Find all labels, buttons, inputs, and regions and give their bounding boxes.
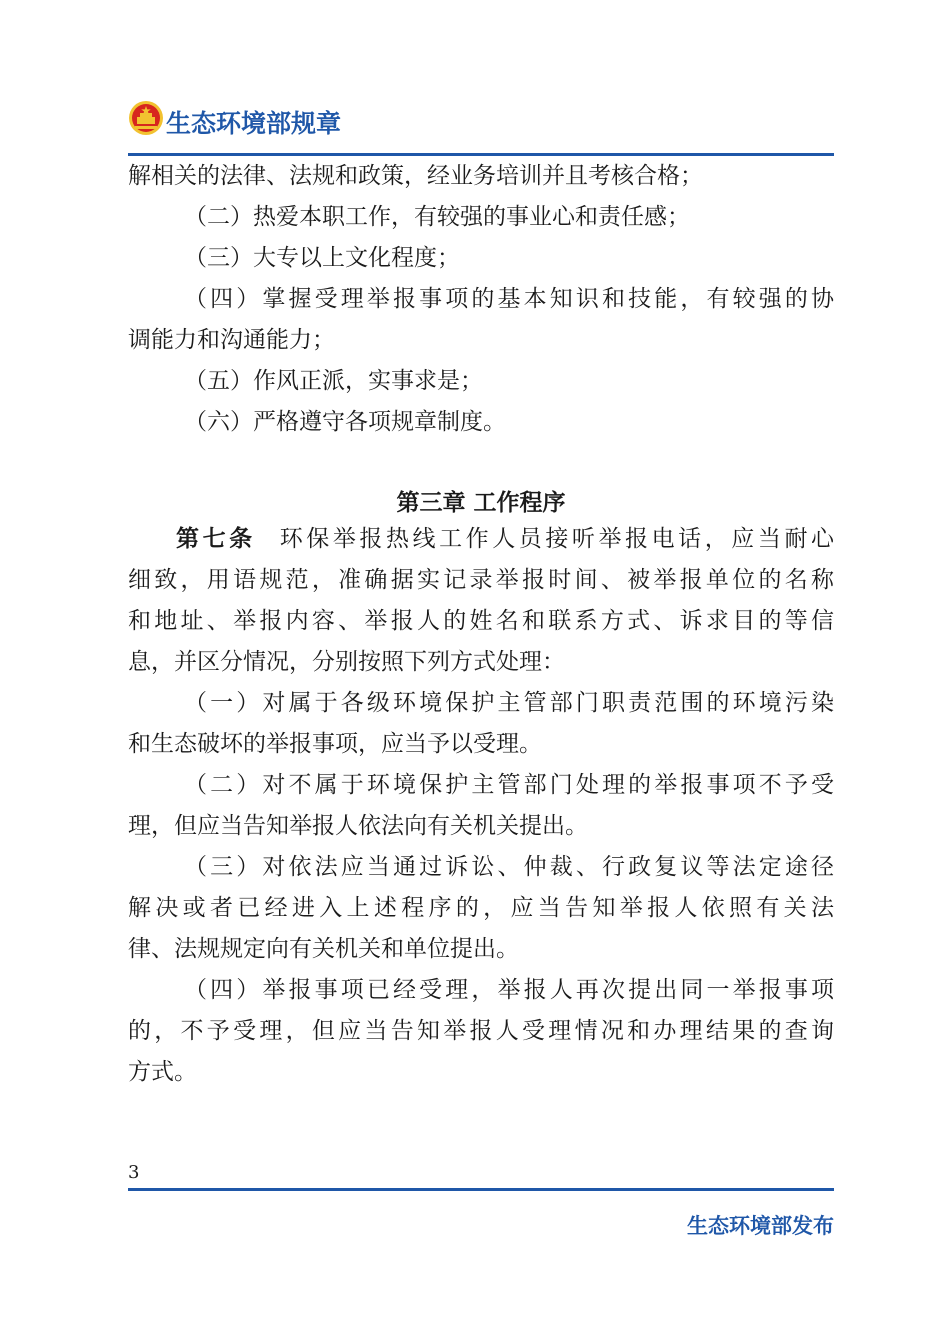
text-line: 解决或者已经进入上述程序的，应当告知举报人依照有关法 xyxy=(128,895,834,921)
text-line: 息，并区分情况，分别按照下列方式处理： xyxy=(128,649,565,675)
paragraph-block-top xyxy=(128,156,834,443)
text-line: 理，但应当告知举报人依法向有关机关提出。 xyxy=(128,813,588,839)
text-line: 调能力和沟通能力； xyxy=(128,327,335,353)
page-header xyxy=(128,96,834,146)
text-line: （四）掌握受理举报事项的基本知识和技能，有较强的协 xyxy=(184,286,834,312)
text-line: （二）热爱本职工作，有较强的事业心和责任感； xyxy=(184,204,690,230)
national-emblem-icon xyxy=(128,100,164,136)
text-line: 细致，用语规范，准确据实记录举报时间、被举报单位的名称 xyxy=(128,567,834,593)
text-line: 解相关的法律、法规和政策，经业务培训并且考核合格； xyxy=(128,163,703,189)
text-line: 律、法规规定向有关机关和单位提出。 xyxy=(128,936,519,962)
text-line: （一）对属于各级环境保护主管部门职责范围的环境污染 xyxy=(184,690,834,716)
chapter-title: 第三章 工作程序 xyxy=(396,490,566,516)
text-line: 和地址、举报内容、举报人的姓名和联系方式、诉求目的等信 xyxy=(128,608,834,634)
text-line: 和生态破坏的举报事项，应当予以受理。 xyxy=(128,731,542,757)
page-number: 3 xyxy=(128,1162,140,1183)
article-text: 环保举报热线工作人员接听举报电话，应当耐心 xyxy=(279,526,835,552)
document-body xyxy=(128,156,834,1093)
text-line: 方式。 xyxy=(128,1059,197,1085)
footer-divider xyxy=(128,1188,834,1191)
paragraph-block-bottom xyxy=(128,560,834,1093)
text-line: （三）大专以上文化程度； xyxy=(184,245,460,271)
header-title: 生态环境部规章 xyxy=(166,109,342,138)
text-line: 的，不予受理，但应当告知举报人受理情况和办理结果的查询 xyxy=(128,1018,834,1044)
article-first-line xyxy=(128,519,834,560)
text-line: （五）作风正派，实事求是； xyxy=(184,368,483,394)
text-line: （二）对不属于环境保护主管部门处理的举报事项不予受 xyxy=(184,772,834,798)
text-line: （三）对依法应当通过诉讼、仲裁、行政复议等法定途径 xyxy=(184,854,834,880)
text-line: （六）严格遵守各项规章制度。 xyxy=(184,409,506,435)
footer-title: 生态环境部发布 xyxy=(687,1214,834,1238)
article-label: 第七条 xyxy=(176,526,256,552)
text-line: （四）举报事项已经受理，举报人再次提出同一举报事项 xyxy=(184,977,834,1003)
